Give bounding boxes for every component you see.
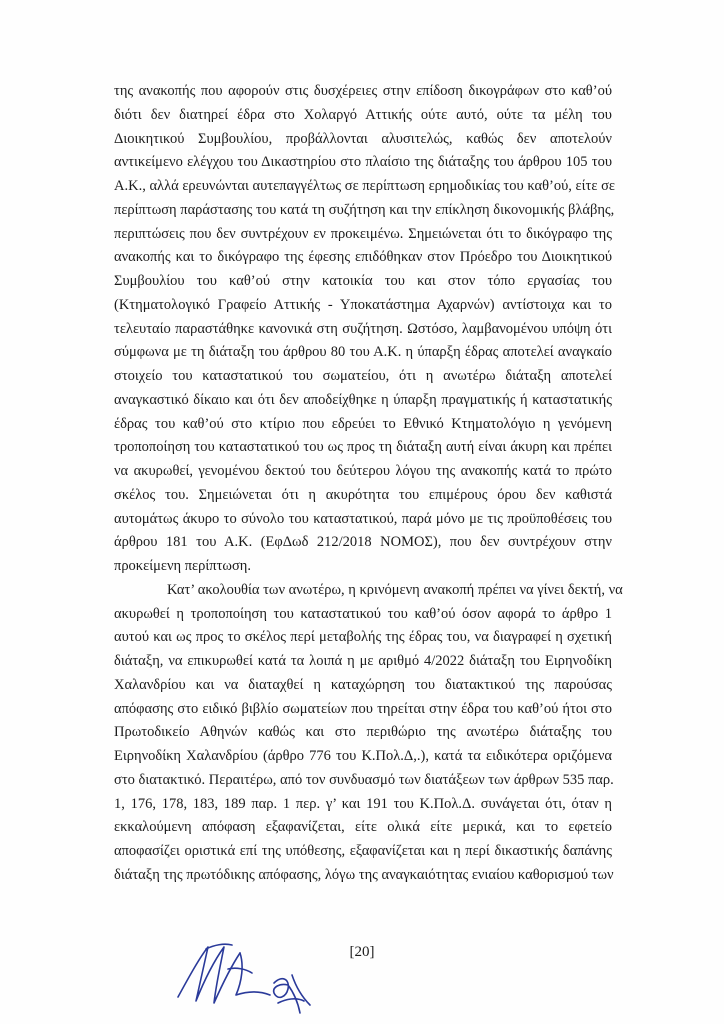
- text-line: Διοικητικού Συμβουλίου, προβάλλονται αλυσιτελώς, καθώς δεν αποτελούν: [114, 130, 612, 147]
- text-line: να ακυρωθεί, γενομένου δεκτού του δεύτερου λόγου της ανακοπής κατά το πρώτο: [114, 463, 612, 479]
- text-line: Α.Κ., αλλά ερευνώνται αυτεπαγγέλτως σε περίπτωση ερημοδικίας του καθ’ού, είτε σε: [114, 178, 615, 194]
- text-line: στοιχείο του καταστατικού του σωματείου, ότι η ανωτέρω διάταξη αποτελεί: [114, 368, 612, 384]
- text-line: στο διατακτικό. Περαιτέρω, από τον συνδυασμό των διατάξεων των άρθρων 535 παρ.: [114, 771, 614, 788]
- text-line: Ειρηνοδίκη Χαλανδρίου (άρθρο 776 του Κ.Πολ.Δ,.), κατά τα ειδικότερα οριζόμενα: [114, 748, 612, 764]
- paragraph-start-line: Κατ’ ακολουθία των ανωτέρω, η κρινόμενη ανακοπή πρέπει να γίνει δεκτή, να: [167, 581, 623, 598]
- text-line: Πρωτοδικείο Αθηνών καθώς και στο περιθώριο της ανωτέρω διάταξης του: [114, 724, 612, 741]
- text-line: διότι δεν διατηρεί έδρα στο Χολαργό Αττικής ούτε αυτό, ούτε τα μέλη του: [114, 106, 612, 123]
- text-line: προκείμενη περίπτωση.: [114, 558, 251, 574]
- text-line: (Κτηματολογικό Γραφείο Αττικής - Υποκατάστημα Αχαρνών) αντίστοιχα και το: [114, 296, 612, 313]
- text-line: της ανακοπής που αφορούν στις δυσχέρειες στην επίδοση δικογράφων στο καθ’ού: [114, 83, 612, 99]
- text-line: τελευταίο παραστάθηκε κανονικά στη συζήτηση. Ωστόσο, λαμβανομένου υπόψη ότι: [114, 320, 612, 337]
- text-line: σκέλος του. Σημειώνεται ότι η ακυρότητα του επιμέρους όρου δεν καθιστά: [114, 486, 612, 503]
- text-line: σύμφωνα με τη διάταξη του άρθρου 80 του Α.Κ. η ύπαρξη έδρας αποτελεί αναγκαίο: [114, 344, 612, 361]
- text-line: αντικείμενο ελέγχου του Δικαστηρίου στο πλαίσιο της διάταξης του άρθρου 105 του: [114, 154, 612, 171]
- text-line: τροποποίηση του καταστατικού του ως προς τη διάταξη αυτή είναι άκυρη και πρέπει: [114, 439, 612, 456]
- text-line: περιπτώσεις που δεν συντρέχουν εν προκειμένω. Σημειώνεται ότι το δικόγραφο της: [114, 225, 612, 242]
- text-line: ακυρωθεί η τροποποίηση του καταστατικού του καθ’ού όσον αφορά το άρθρο 1: [114, 605, 612, 622]
- text-line: αναγκαστικό δίκαιο και ότι δεν αποδείχθηκε η ύπαρξη πραγματικής ή καταστατικής: [114, 391, 612, 408]
- handwritten-signature: [170, 935, 330, 1020]
- text-line: εκκαλούμενη απόφαση εξαφανίζεται, είτε ολικά είτε μερικά, και το εφετείο: [114, 819, 612, 836]
- text-line: αυτομάτως άκυρο το σύνολο του καταστατικού, παρά μόνο με τις προϋποθέσεις του: [114, 510, 612, 527]
- text-line: ανακοπής και το δικόγραφο της έφεσης επιδόθηκαν στον Πρόεδρο του Διοικητικού: [114, 249, 612, 266]
- text-line: αυτού και ως προς το σκέλος περί μεταβολής της έδρας του, να διαγραφεί η σχετική: [114, 629, 612, 646]
- text-line: 1, 176, 178, 183, 189 παρ. 1 περ. γ’ και 191 του Κ.Πολ.Δ. συνάγεται ότι, όταν η: [114, 795, 612, 812]
- text-line: Χαλανδρίου και να διαταχθεί η καταχώρηση του διατακτικού της παρούσας: [114, 676, 612, 693]
- text-line: περίπτωση παράστασης του κατά τη συζήτηση και την επίκληση δικονομικής βλάβης,: [114, 201, 615, 218]
- text-line: έδρας του καθ’ού στο κτίριο που εδρεύει το Εθνικό Κτηματολόγιο η γενόμενη: [114, 415, 612, 432]
- body-text: [114, 80, 623, 888]
- text-line: Συμβουλίου του καθ’ού στην κατοικία του και στον τόπο εργασίας του: [114, 273, 612, 289]
- text-line: απόφασης στο ειδικό βιβλίο σωματείων που τηρείται στην έδρα του καθ’ού ήτοι στο: [114, 700, 612, 717]
- text-line: αποφασίζει οριστικά επί της υπόθεσης, εξαφανίζεται και η περί δικαστικής δαπάνης: [114, 843, 612, 859]
- page-number: [20]: [349, 944, 375, 960]
- text-line: διάταξη, να επικυρωθεί κατά τα λοιπά η με αριθμό 4/2022 διάταξη του Ειρηνοδίκη: [114, 653, 612, 669]
- text-line: άρθρου 181 του Α.Κ. (ΕφΔωδ 212/2018 ΝΟΜΟΣ), που δεν συντρέχουν στην: [114, 534, 612, 551]
- text-line: διάταξη της πρωτόδικης απόφασης, λόγω της αναγκαιότητας ενιαίου καθορισμού των: [114, 866, 614, 883]
